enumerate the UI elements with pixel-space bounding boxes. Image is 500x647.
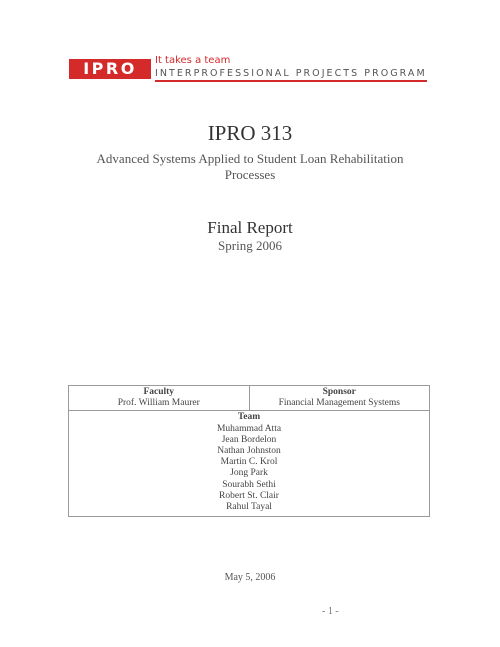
course-subtitle bbox=[0, 151, 500, 183]
ipro-logo bbox=[69, 55, 429, 85]
page-number: - 1 - bbox=[322, 606, 339, 617]
team-member: Robert St. Clair bbox=[219, 490, 279, 501]
sponsor-name: Financial Management Systems bbox=[278, 398, 400, 409]
course-title: IPRO 313 bbox=[207, 121, 293, 145]
team-member: Sourabh Sethi bbox=[222, 479, 276, 490]
sponsor-label: Sponsor bbox=[322, 387, 356, 397]
team-member: Muhammad Atta bbox=[216, 423, 282, 434]
report-title: Final Report bbox=[207, 218, 293, 237]
faculty-cell bbox=[69, 386, 250, 411]
team-row bbox=[69, 411, 430, 517]
team-cell bbox=[69, 411, 430, 517]
logo-underline bbox=[155, 80, 427, 82]
faculty-sponsor-row bbox=[69, 386, 430, 411]
sponsor-cell bbox=[249, 386, 430, 411]
course-subtitle-line-2: Processes bbox=[224, 167, 276, 182]
course-subtitle-line-1: Advanced Systems Applied to Student Loan Rehabilitation bbox=[96, 151, 404, 166]
report-date: May 5, 2006 bbox=[224, 572, 276, 583]
team-member: Nathan Johnston bbox=[217, 446, 281, 457]
logo-tagline: It takes a team bbox=[155, 55, 231, 66]
project-info-table bbox=[68, 385, 430, 517]
team-member: Jean Bordelon bbox=[221, 434, 277, 445]
report-term: Spring 2006 bbox=[218, 238, 282, 253]
team-label: Team bbox=[237, 412, 261, 423]
logo-brand: IPRO bbox=[83, 59, 137, 78]
team-member: Martin C. Krol bbox=[220, 457, 278, 468]
team-member: Jong Park bbox=[230, 468, 268, 479]
ipro-logo-box bbox=[69, 59, 151, 79]
faculty-label: Faculty bbox=[143, 387, 175, 397]
faculty-name: Prof. William Maurer bbox=[117, 398, 200, 409]
team-member: Rahul Tayal bbox=[226, 502, 272, 513]
logo-program-name: INTERPROFESSIONAL PROJECTS PROGRAM bbox=[155, 68, 427, 79]
